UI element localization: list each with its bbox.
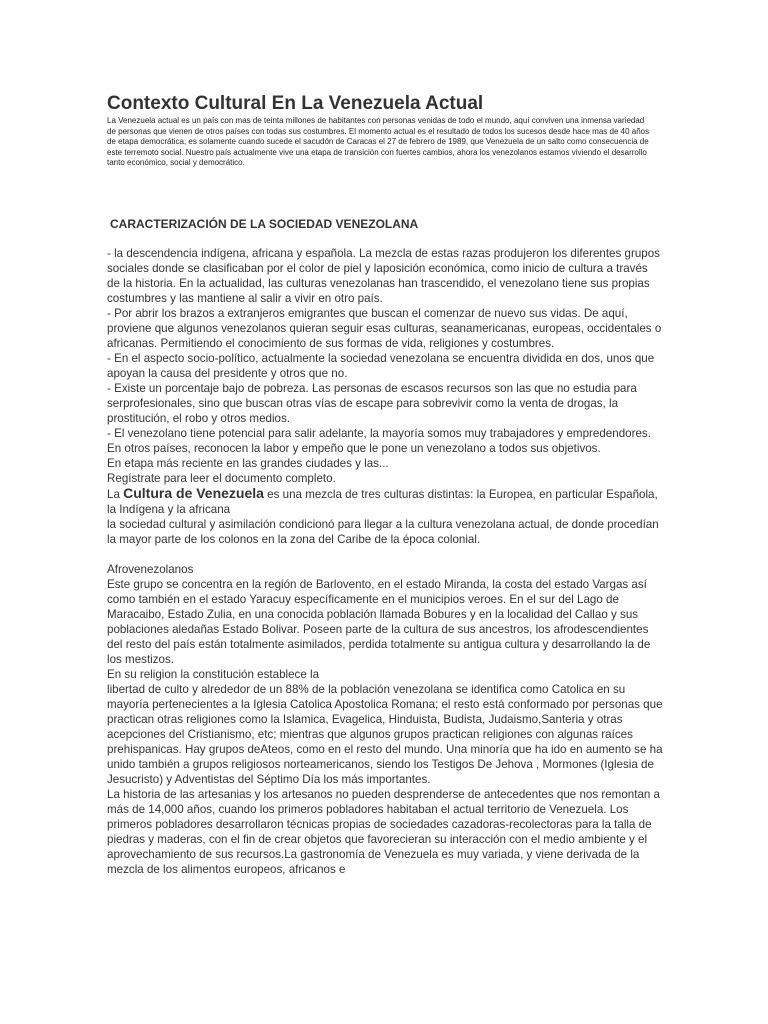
bullet-item: - En el aspecto socio-político, actualmente la sociedad venezolana se encuentra dividida en dos, unos que apoyan la causa del presidente y otros que no. <box>107 352 655 380</box>
intro-paragraph: La Venezuela actual es un país con mas de teinta millones de habitantes con personas venidas de todo el mundo, aquí conviven una inmensa variedad de personas que vienen de otros países con todas sus costumbres. El momento actual es el resultado de todos los sucesos desde hace mas de 40 años de etapa democrática, es solamente cuando sucede el sacudón de Caracas el 27 de febrero de 1989, que Venezuela de un salto como consecuencia de este terremoto social. Nuestro país actualmente vive una etapa de transición con fuertes cambios, ahora los venezolanos estamos viviendo el desarrollo tanto económico, social y democrático. <box>107 116 650 168</box>
bullet-item: - El venezolano tiene potencial para salir adelante, la mayoría somos muy trabajadores y empredendores. En otros países, reconocen la labor y empeño que le pone un venezolano a todos sus objetivos. <box>107 427 651 455</box>
religion-paragraph: libertad de culto y alrededor de un 88% de la población venezolana se identifica como Catolica en su mayoría pertenecientes a la Iglesia Catolica Apostolica Romana; el resto está conformado por personas que practican otras religiones como la Islamica, Evagelica, Hinduista, Budista, Judaismo,Santeria y otras acepciones del Cristianismo, etc; mientras que algunos grupos practican religiones con algunas raíces prehispanicas. Hay grupos deAteos, como en el resto del mundo. Una minoría que ha ido en aumento se ha unido también a grupos religiosos norteamericanos, siendo los Testigos De Jehova , Mormones (Iglesia de Jesucristo) y Adventistas del Séptimo Día los más importantes. <box>107 683 663 786</box>
cultura-rest: es una mezcla de tres culturas distintas: la Europea, en particular Española, la Indígena y la africana <box>107 488 658 516</box>
asimilacion-paragraph: la sociedad cultural y asimilación condicionó para llegar a la cultura venezolana actual, de donde procedían la mayor parte de los colonos en la zona del Caribe de la época colonial. <box>107 518 659 546</box>
section-heading: CARACTERIZACIÓN DE LA SOCIEDAD VENEZOLANA <box>110 217 419 231</box>
bullet-item: - Existe un porcentaje bajo de pobreza. Las personas de escasos recursos son las que no estudia para serprofesionales, sino que buscan otras vías de escape para sobrevivir como la venta de drogas, la prostitución, el robo y otros medios. <box>107 382 637 425</box>
bullet-item: - la descendencia indígena, africana y española. La mezcla de estas razas produjeron los diferentes grupos sociales donde se clasificaban por el color de piel y laposición económica, como inicio de cultura a través de la historia. En la actualidad, las culturas venezolanas han trascendido, el venezolano tiene sus propias costumbres y las mantiene al salir a vivir en otro país. <box>107 247 660 305</box>
religion-line: En su religion la constitución establece la <box>107 668 320 681</box>
register-link[interactable]: Regístrate para leer el documento completo. <box>107 472 336 485</box>
teaser-text: En etapa más reciente en las grandes ciudades y las... <box>107 457 389 470</box>
document-title: Contexto Cultural En La Venezuela Actual <box>107 93 484 114</box>
paragraph-spacer <box>107 547 663 562</box>
cultura-highlight: Cultura de Venezuela <box>123 485 264 501</box>
artesanias-paragraph: La historia de las artesanias y los artesanos no pueden desprenderse de antecedentes que nos remontan a más de 14,000 años, cuando los primeros pobladores habitaban el actual territorio de Venezuela. Los primeros pobladores desarrollaron técnicas propias de sociedades cazadoras-recolectoras para la talla de piedras y maderas, con el fin de crear objetos que favorecieran su interacción con el medio ambiente y el aprovechamiento de sus recursos.La gastronomía de Venezuela es muy variada, y viene derivada de la mezcla de los alimentos europeos, africanos e <box>107 788 661 876</box>
cultura-prefix: La <box>107 488 124 501</box>
afro-paragraph: Este grupo se concentra en la región de Barlovento, en el estado Miranda, la costa del estado Vargas así como también en el estado Yaracuy específicamente en el municipios veroes. En el sur del Lago de Maracaibo, Estado Zulia, en una conocida población llamada Bobures y en la localidad del Callao y sus poblaciones aledañas Estado Bolivar. Poseen parte de la cultura de sus ancestros, los afrodescendientes del resto del país están totalmente asimilados, perdida totalmente su antigua cultura y desarrollando la de los mestizos. <box>107 578 651 666</box>
cultura-paragraph <box>107 486 663 517</box>
document-body <box>107 246 663 877</box>
afro-heading: Afrovenezolanos <box>107 563 194 576</box>
bullet-item: - Por abrir los brazos a extranjeros emigrantes que buscan el comenzar de nuevo sus vidas. De aquí, proviene que algunos venezolanos quieran seguir esas culturas, seanamericanas, europeas, occidentales o africanas. Permitiendo el conocimiento de sus formas de vida, religiones y costumbres. <box>107 307 662 350</box>
